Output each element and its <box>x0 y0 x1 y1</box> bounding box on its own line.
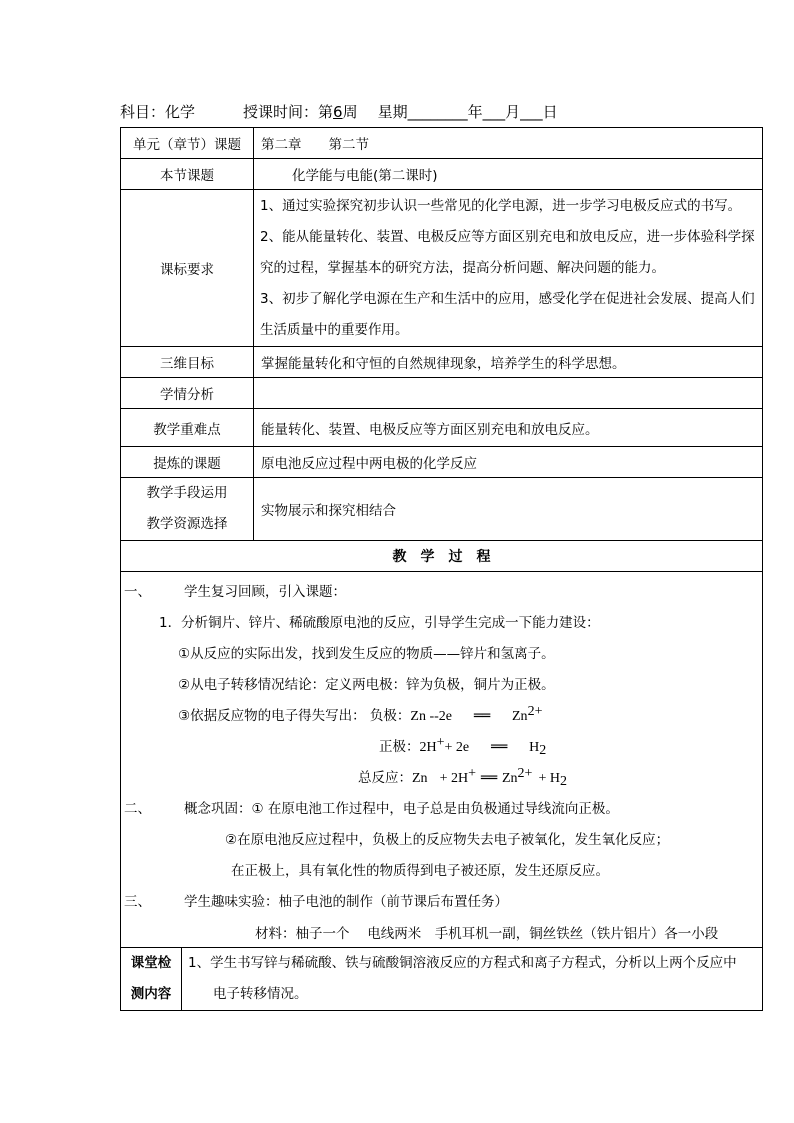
total-zn: Zn <box>412 771 428 786</box>
positive-eq-right: H <box>529 740 540 755</box>
day-blank: ___ <box>520 103 543 121</box>
process-row <box>121 572 763 948</box>
check-label <box>121 948 182 1011</box>
goals-row <box>121 347 763 378</box>
standard-item: 1、通过实验探究初步认识一些常见的化学电源，进一步学习电极反应式的书写。 <box>260 197 742 214</box>
s1-point-c <box>178 704 542 725</box>
check-line-1: 1、学生书写锌与稀硫酸、铁与硫酸铜溶液反应的方程式和离子方程式，分析以上两个反应中 <box>188 955 737 971</box>
goals-label: 三维目标 <box>121 347 254 378</box>
s1-number: 一、 <box>124 584 151 600</box>
goals-value: 掌握能量转化和守恒的自然规律现象，培养学生的科学思想。 <box>254 347 763 378</box>
positive-eq-left: 2H <box>419 740 437 755</box>
s1-text: 学生复习回顾，引入课题： <box>184 584 346 600</box>
s3-text: 学生趣味实验：柚子电池的制作（前节课后布置任务） <box>184 894 508 910</box>
day-label: 日 <box>542 103 558 121</box>
process-body <box>121 572 762 947</box>
check-label-1: 课堂检 <box>130 955 172 971</box>
total-h2: + H <box>538 771 560 786</box>
positive-eq-mid: + 2e <box>444 740 470 755</box>
check-line-2: 电子转移情况。 <box>213 986 308 1002</box>
total-h2-sub: 2 <box>559 774 567 789</box>
equals-sign: ══ <box>473 708 491 724</box>
standards-label: 课标要求 <box>121 190 254 347</box>
topic-label: 本节课题 <box>121 159 254 190</box>
positive-eq-sub: 2 <box>539 743 547 758</box>
difficulty-row <box>121 409 763 447</box>
s2-point-b: ②在原电池反应过程中，负极上的反应物失去电子被氧化，发生氧化反应； <box>225 832 670 848</box>
standard-item: 3、初步了解化学电源在生产和生活中的应用，感受化学在促进社会发展、提高人们生活质量中的重要作用。 <box>260 290 755 338</box>
analysis-row <box>121 378 763 409</box>
standards-list <box>254 190 763 347</box>
standards-row <box>121 190 763 347</box>
month-blank: ___ <box>482 103 506 121</box>
check-content <box>182 948 763 1011</box>
refined-label: 提炼的课题 <box>121 447 254 478</box>
means-label-2: 教学资源选择 <box>146 516 228 532</box>
time-label: 授课时间：第 <box>243 103 334 121</box>
process-title-row <box>121 541 763 572</box>
means-label-1: 教学手段运用 <box>146 485 228 501</box>
difficulty-label: 教学重难点 <box>121 409 254 447</box>
means-row <box>121 478 763 541</box>
process-title: 教 学 过 程 <box>121 541 763 572</box>
unit-label: 单元（章节）课题 <box>121 128 254 159</box>
year-label: 年 <box>467 103 483 121</box>
weekday-label: 星期 <box>377 103 408 121</box>
topic-row <box>121 159 763 190</box>
unit-value: 第二章 第二节 <box>254 128 763 159</box>
lesson-plan-table <box>120 127 763 1011</box>
negative-eq-charge: 2+ <box>527 704 543 719</box>
refined-value: 原电池反应过程中两电极的化学反应 <box>254 447 763 478</box>
s1-point-b: ②从电子转移情况结论：定义两电极：锌为负极，铜片为正极。 <box>178 677 555 693</box>
week-number: 6 <box>333 103 343 121</box>
month-label: 月 <box>505 103 521 121</box>
total-plus: + <box>468 766 476 781</box>
subject-label: 科目：化学 <box>120 103 196 121</box>
total-zn2-charge: 2+ <box>517 766 533 781</box>
equals-sign: ══ <box>491 739 508 755</box>
equals-sign: ══ <box>480 770 498 786</box>
total-h: + 2H <box>439 771 469 786</box>
s2-text: 概念巩固：① 在原电池工作过程中，电子总是由负极通过导线流向正极。 <box>184 801 619 817</box>
total-zn2: Zn <box>501 771 518 786</box>
refined-row <box>121 447 763 478</box>
positive-eq <box>379 735 546 759</box>
total-eq <box>358 766 567 790</box>
s1-point-c-label: ③依据反应物的电子得失写出： 负极： <box>178 708 411 724</box>
s1-point-a: ①从反应的实际出发，找到发生反应的物质——锌片和氢离子。 <box>178 646 555 662</box>
negative-eq-right: Zn <box>512 709 528 724</box>
total-label: 总反应： <box>358 770 412 786</box>
week-suffix: 周 <box>342 103 358 121</box>
negative-eq-left: Zn --2e <box>410 709 452 724</box>
positive-eq-plus: + <box>436 735 445 750</box>
s3-number: 三、 <box>124 894 151 910</box>
standard-item: 2、能从能量转化、装置、电极反应等方面区别充电和放电反应，进一步体验科学探究的过程，掌握基本的研究方法，提高分析问题、解决问题的能力。 <box>260 228 755 276</box>
analysis-label: 学情分析 <box>121 378 254 409</box>
weekday-blank: ________ <box>407 103 468 121</box>
topic-value: 化学能与电能(第二课时) <box>254 159 763 190</box>
s3-materials: 材料：柚子一个 电线两米 手机耳机一副，铜丝铁丝（铁片铝片）各一小段 <box>255 926 719 942</box>
unit-row <box>121 128 763 159</box>
means-label <box>121 478 254 541</box>
check-label-2: 测内容 <box>130 986 172 1002</box>
analysis-value <box>254 378 763 409</box>
s1-item: 1．分析铜片、锌片、稀硫酸原电池的反应，引导学生完成一下能力建设： <box>159 615 600 631</box>
lesson-header <box>120 101 680 122</box>
s2-number: 二、 <box>124 801 151 817</box>
check-row <box>121 948 763 1011</box>
difficulty-value: 能量转化、装置、电极反应等方面区别充电和放电反应。 <box>254 409 763 447</box>
means-value: 实物展示和探究相结合 <box>254 478 763 541</box>
positive-label: 正极： <box>379 739 420 755</box>
s2-point-c: 在正极上，具有氧化性的物质得到电子被还原，发生还原反应。 <box>231 863 609 879</box>
